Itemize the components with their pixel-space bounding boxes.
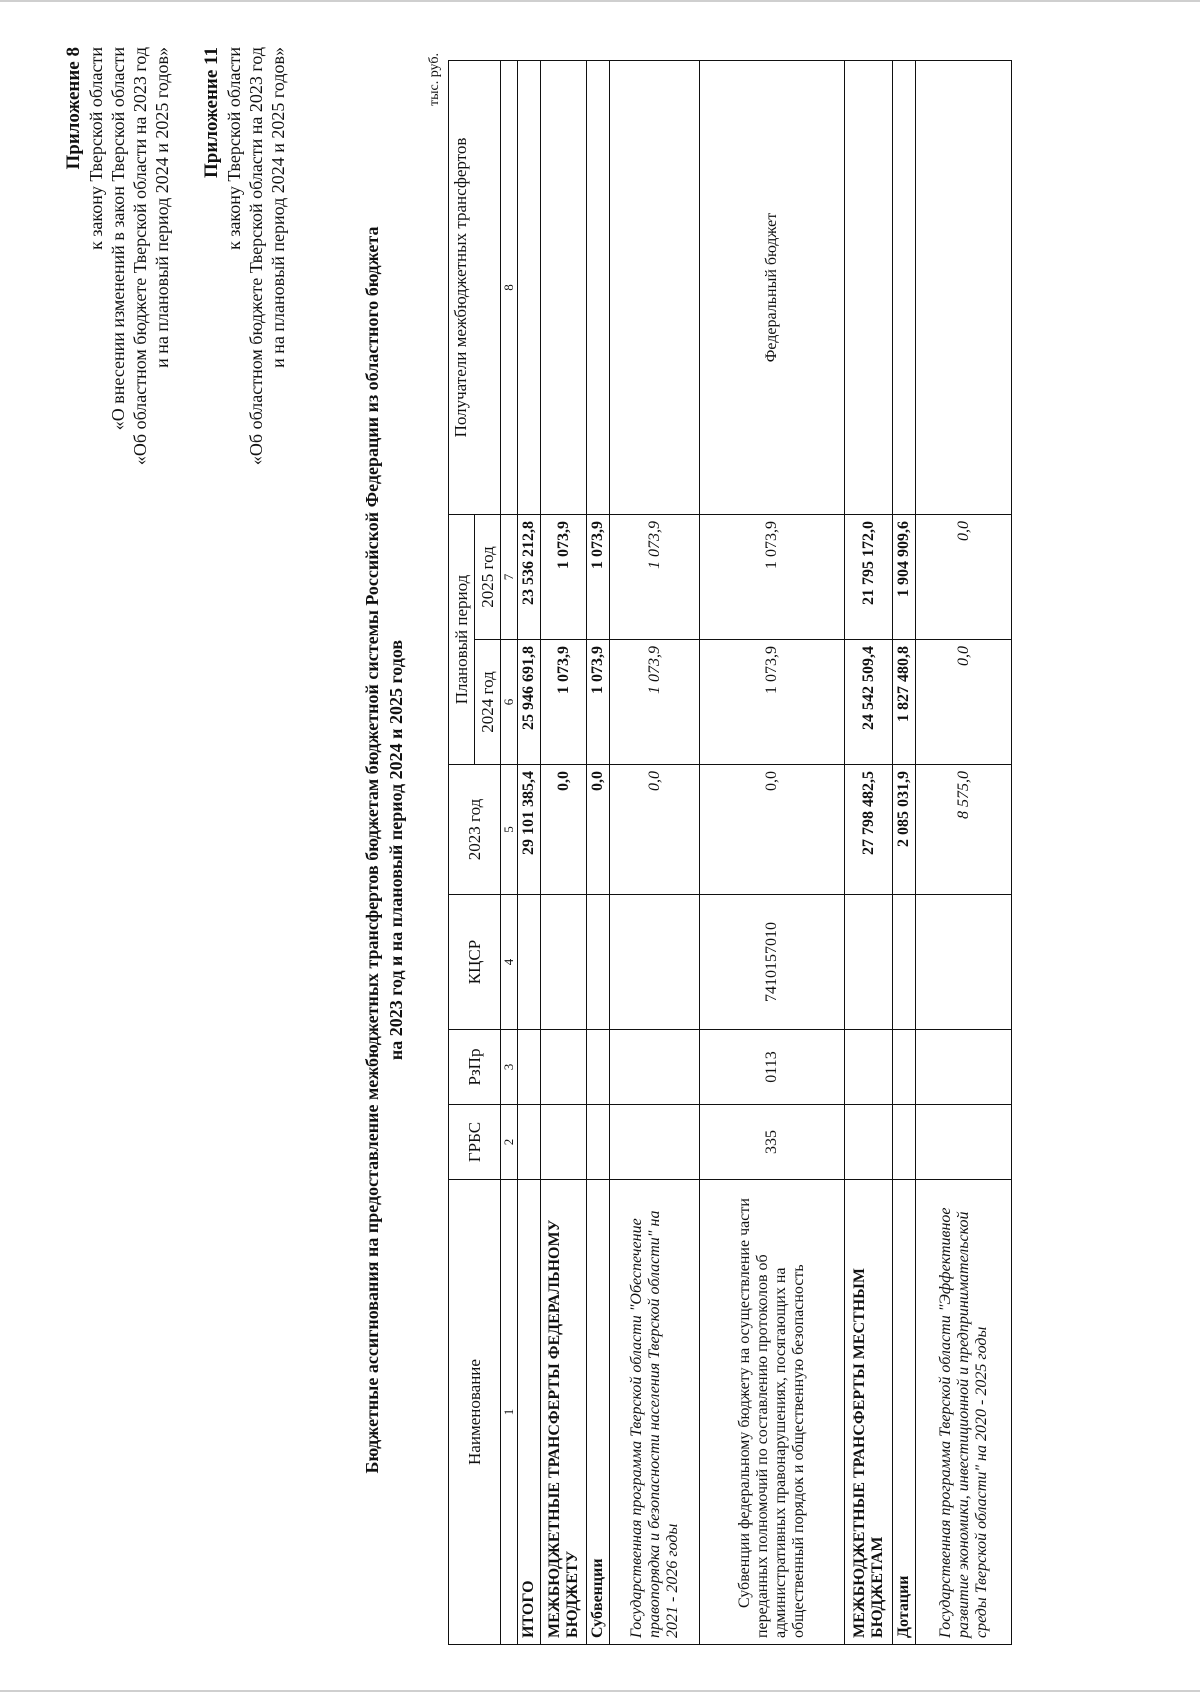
row-2025: 1 073,9 bbox=[541, 514, 587, 639]
header-grbs: ГРБС bbox=[449, 1105, 501, 1180]
row-rzpr bbox=[541, 1030, 587, 1105]
row-recipient bbox=[916, 60, 1012, 514]
header-2024: 2024 год bbox=[475, 640, 501, 765]
row-2024: 1 073,9 bbox=[541, 640, 587, 765]
table-row-subvention-federal bbox=[700, 60, 845, 1644]
row-kcsr bbox=[587, 895, 610, 1030]
row-2025: 1 904 909,6 bbox=[893, 514, 916, 639]
row-rzpr bbox=[893, 1030, 916, 1105]
row-2023: 27 798 482,5 bbox=[845, 765, 893, 895]
table-row-total bbox=[518, 60, 541, 1644]
row-kcsr bbox=[893, 895, 916, 1030]
row-2025: 1 073,9 bbox=[700, 514, 845, 639]
column-index: 1 bbox=[501, 1180, 518, 1645]
row-kcsr bbox=[541, 895, 587, 1030]
row-2024: 24 542 509,4 bbox=[845, 640, 893, 765]
row-name: МЕЖБЮДЖЕТНЫЕ ТРАНСФЕРТЫ ФЕДЕРАЛЬНОМУ БЮДЖЕТУ bbox=[541, 1180, 587, 1645]
row-rzpr bbox=[916, 1030, 1012, 1105]
row-kcsr bbox=[518, 895, 541, 1030]
table-row-program-economy bbox=[916, 60, 1012, 1644]
column-index: 4 bbox=[501, 895, 518, 1030]
appendix-8-header bbox=[62, 47, 173, 465]
scan-edge-top bbox=[0, 0, 1200, 2]
row-rzpr bbox=[518, 1030, 541, 1105]
row-2024: 1 827 480,8 bbox=[893, 640, 916, 765]
row-name: МЕЖБЮДЖЕТНЫЕ ТРАНСФЕРТЫ МЕСТНЫМ БЮДЖЕТАМ bbox=[845, 1180, 893, 1645]
row-2025: 0,0 bbox=[916, 514, 1012, 639]
row-2025: 1 073,9 bbox=[587, 514, 610, 639]
appendix-8-line: к закону Тверской области bbox=[86, 47, 106, 250]
appendix-8-line: «О внесении изменений в закон Тверской области bbox=[108, 47, 128, 431]
row-name: Государственная программа Тверской области "Обеспечение правопорядка и безопасности населения Тверской области" на 2021 - 2026 годы bbox=[610, 1180, 700, 1645]
row-rzpr bbox=[845, 1030, 893, 1105]
table-row-subventions bbox=[587, 60, 610, 1644]
row-name: Государственная программа Тверской области "Эффективное развитие экономики, инвестиционной и предпринимательской среды Тверской области" на 2020 - 2025 годы bbox=[916, 1180, 1012, 1645]
row-grbs bbox=[587, 1105, 610, 1180]
document-title-line-2: на 2023 год и на плановый период 2024 и 2025 годов bbox=[386, 639, 406, 1061]
column-index: 6 bbox=[501, 640, 518, 765]
row-2023: 0,0 bbox=[610, 765, 700, 895]
row-2023: 8 575,0 bbox=[916, 765, 1012, 895]
row-2024: 1 073,9 bbox=[700, 640, 845, 765]
row-grbs bbox=[541, 1105, 587, 1180]
row-recipient: Федеральный бюджет bbox=[700, 60, 845, 514]
row-recipient bbox=[541, 60, 587, 514]
row-grbs: 335 bbox=[700, 1105, 845, 1180]
appendix-11-title: Приложение 11 bbox=[201, 47, 222, 178]
row-grbs bbox=[845, 1105, 893, 1180]
row-name: Дотации bbox=[893, 1180, 916, 1645]
row-2024: 0,0 bbox=[916, 640, 1012, 765]
rotated-document-page bbox=[22, 25, 1172, 1675]
appendix-11-line: «Об областном бюджете Тверской области на 2023 год bbox=[246, 47, 266, 466]
document-title-line-1: Бюджетные ассигнования на предоставление межбюджетных трансфертов бюджетам бюджетной системы Российской Федерации из областного бюджета bbox=[362, 226, 382, 1474]
appendix-11-line: к закону Тверской области bbox=[224, 47, 244, 250]
header-kcsr: КЦСР bbox=[449, 895, 501, 1030]
row-rzpr: 0113 bbox=[700, 1030, 845, 1105]
row-2023: 29 101 385,4 bbox=[518, 765, 541, 895]
document-title bbox=[360, 25, 408, 1675]
row-2025: 21 795 172,0 bbox=[845, 514, 893, 639]
row-2024: 25 946 691,8 bbox=[518, 640, 541, 765]
row-kcsr bbox=[916, 895, 1012, 1030]
row-kcsr: 7410157010 bbox=[700, 895, 845, 1030]
row-name: ИТОГО bbox=[518, 1180, 541, 1645]
row-2025: 1 073,9 bbox=[610, 514, 700, 639]
header-2025: 2025 год bbox=[475, 514, 501, 639]
column-index: 8 bbox=[501, 60, 518, 514]
row-rzpr bbox=[587, 1030, 610, 1105]
row-2024: 1 073,9 bbox=[610, 640, 700, 765]
column-index: 5 bbox=[501, 765, 518, 895]
header-name: Наименование bbox=[449, 1180, 501, 1645]
row-recipient bbox=[610, 60, 700, 514]
row-2023: 2 085 031,9 bbox=[893, 765, 916, 895]
table-row-grants bbox=[893, 60, 916, 1644]
column-index: 7 bbox=[501, 514, 518, 639]
appendix-11-header bbox=[200, 47, 289, 465]
row-rzpr bbox=[610, 1030, 700, 1105]
row-2023: 0,0 bbox=[700, 765, 845, 895]
row-2024: 1 073,9 bbox=[587, 640, 610, 765]
appendix-11-line: и на плановый период 2024 и 2025 годов» bbox=[268, 47, 288, 368]
row-grbs bbox=[916, 1105, 1012, 1180]
row-name: Субвенции bbox=[587, 1180, 610, 1645]
row-name: Субвенции федеральному бюджету на осуществление части переданных полномочий по составлению протоколов об административных правонарушениях, посягающих на общественный порядок и общественную безопасность bbox=[700, 1180, 845, 1645]
row-recipient bbox=[587, 60, 610, 514]
row-recipient bbox=[518, 60, 541, 514]
table-row-local bbox=[845, 60, 893, 1644]
units-label: тыс. руб. bbox=[427, 53, 442, 106]
row-grbs bbox=[893, 1105, 916, 1180]
table-row-federal bbox=[541, 60, 587, 1644]
row-grbs bbox=[610, 1105, 700, 1180]
row-kcsr bbox=[610, 895, 700, 1030]
appendix-8-title: Приложение 8 bbox=[63, 47, 84, 170]
row-2025: 23 536 212,8 bbox=[518, 514, 541, 639]
row-grbs bbox=[518, 1105, 541, 1180]
header-planned-period: Плановый период bbox=[449, 514, 475, 764]
row-recipient bbox=[845, 60, 893, 514]
header-2023: 2023 год bbox=[449, 765, 501, 895]
row-2023: 0,0 bbox=[541, 765, 587, 895]
transfers-table bbox=[448, 60, 1012, 1645]
header-rzpr: РзПр bbox=[449, 1030, 501, 1105]
row-kcsr bbox=[845, 895, 893, 1030]
header-recipients: Получатели межбюджетных трансфертов bbox=[449, 60, 501, 514]
column-index-row bbox=[501, 60, 518, 1644]
table-row-program-security bbox=[610, 60, 700, 1644]
row-recipient bbox=[893, 60, 916, 514]
column-index: 2 bbox=[501, 1105, 518, 1180]
column-index: 3 bbox=[501, 1030, 518, 1105]
appendix-8-line: и на плановый период 2024 и 2025 годов» bbox=[152, 47, 172, 368]
row-2023: 0,0 bbox=[587, 765, 610, 895]
appendix-8-line: «Об областном бюджете Тверской области на 2023 год bbox=[130, 47, 150, 466]
scan-edge-bottom bbox=[0, 1690, 1200, 1692]
